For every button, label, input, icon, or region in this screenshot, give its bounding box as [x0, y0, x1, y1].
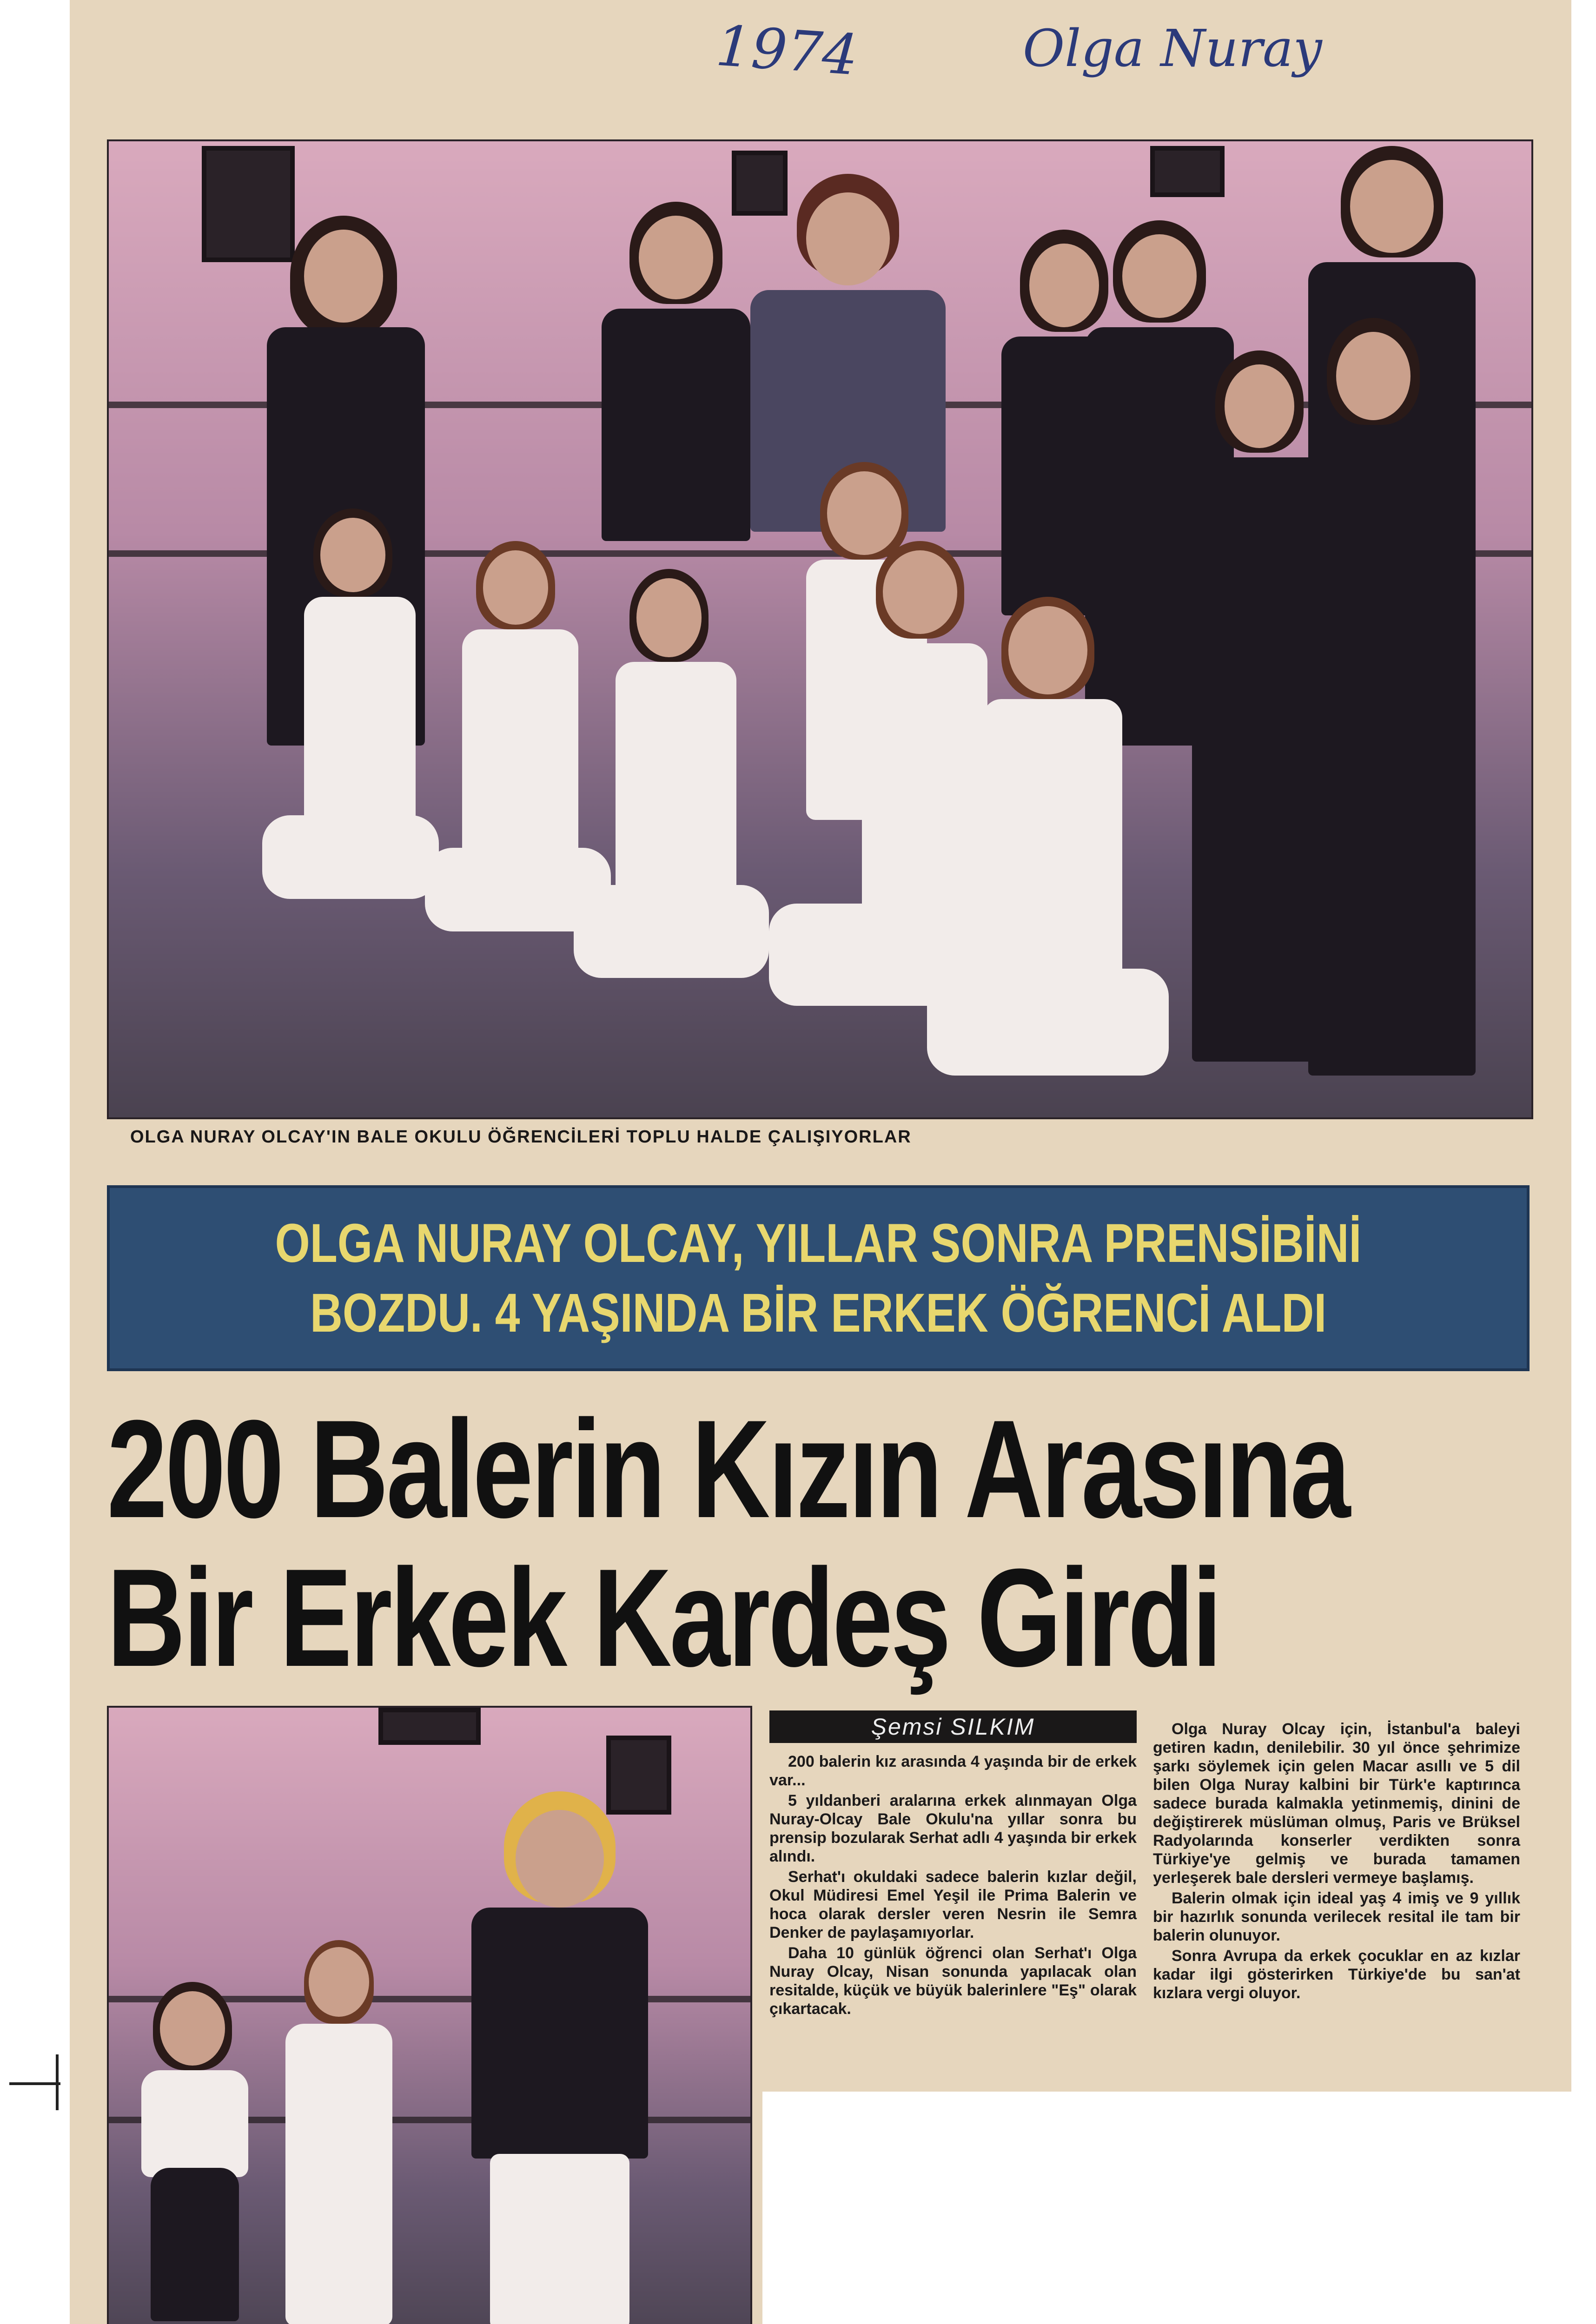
article-column-2 [1153, 1720, 1520, 2004]
paragraph: Balerin olmak için ideal yaş 4 imiş ve 9 yıllık bir hazırlık sonunda verilecek resital ile tam bir balerin olunuyor. [1153, 1889, 1520, 1944]
author-byline: Şemsi SILKIM [769, 1710, 1137, 1743]
wall-frame [378, 1708, 481, 1745]
paragraph: Sonra Avrupa da erkek çocuklar en az kızlar kadar ilgi gösterirken Türkiye'de bu san'at kızlara vergi oluyor. [1153, 1947, 1520, 2002]
main-headline [107, 1391, 1349, 1696]
group-photo [107, 139, 1533, 1119]
margin-mark [56, 2054, 59, 2110]
headline-line-2: Bir Erkek Kardeş Girdi [107, 1539, 1220, 1696]
wall-frame [202, 146, 295, 262]
subheadline-banner [107, 1185, 1530, 1371]
paragraph: Daha 10 günlük öğrenci olan Serhat'ı Olga Nuray Olcay, Nisan sonunda yapılacak olan resitalde, küçük ve büyük balerinlere "Eş" olarak çıkartacak. [769, 1944, 1137, 2018]
handwritten-year: 1974 [714, 13, 860, 88]
paragraph: 200 balerin kız arasında 4 yaşında bir de erkek var... [769, 1753, 1137, 1789]
banner-line-2: BOZDU. 4 YAŞINDA BİR ERKEK ÖĞRENCİ ALDI [310, 1282, 1327, 1344]
paragraph: Olga Nuray Olcay için, İstanbul'a baleyi getiren kadın, denilebilir. 30 yıl önce şehrimize şarkı söylemek için gelen Macar asıllı ve 5 dil bilen Olga Nuray kalbini bir Türk'e kaptırınca sadece burada kalmakla yetinmemiş, dinini de değiştirerek müslüman olmuş, Paris ve Brüksel Radyolarında konserler verdikten sonra Türkiye'ye gelmiş ve burada tamamen yerleşerek bale dersleri vermeye başlamış. [1153, 1720, 1520, 1887]
wall-frame [732, 151, 788, 216]
handwritten-name: Olga Nuray [1023, 19, 1322, 78]
top-photo-caption: OLGA NURAY OLCAY'IN BALE OKULU ÖĞRENCİLERİ TOPLU HALDE ÇALIŞIYORLAR [130, 1127, 912, 1147]
banner-line-1: OLGA NURAY OLCAY, YILLAR SONRA PRENSİBİNİ [275, 1213, 1362, 1274]
boy-student-photo [107, 1706, 752, 2324]
wall-frame [1150, 146, 1225, 197]
margin-mark [9, 2082, 60, 2085]
wall-frame [606, 1736, 671, 1815]
paragraph: 5 yıldanberi aralarına erkek alınmayan Olga Nuray-Olcay Bale Okulu'na yıllar sonra bu prensip bozularak Serhat adlı 4 yaşında bir erkek alındı. [769, 1792, 1137, 1865]
article-column-1 [769, 1752, 1137, 2020]
headline-line-1: 200 Balerin Kızın Arasına [107, 1391, 1349, 1547]
paragraph: Serhat'ı okuldaki sadece balerin kızlar değil, Okul Müdiresi Emel Yeşil ile Prima Balerin ve hoca olarak dersler veren Nesrin ile Semra Denker de paylaşamıyorlar. [769, 1868, 1137, 1941]
